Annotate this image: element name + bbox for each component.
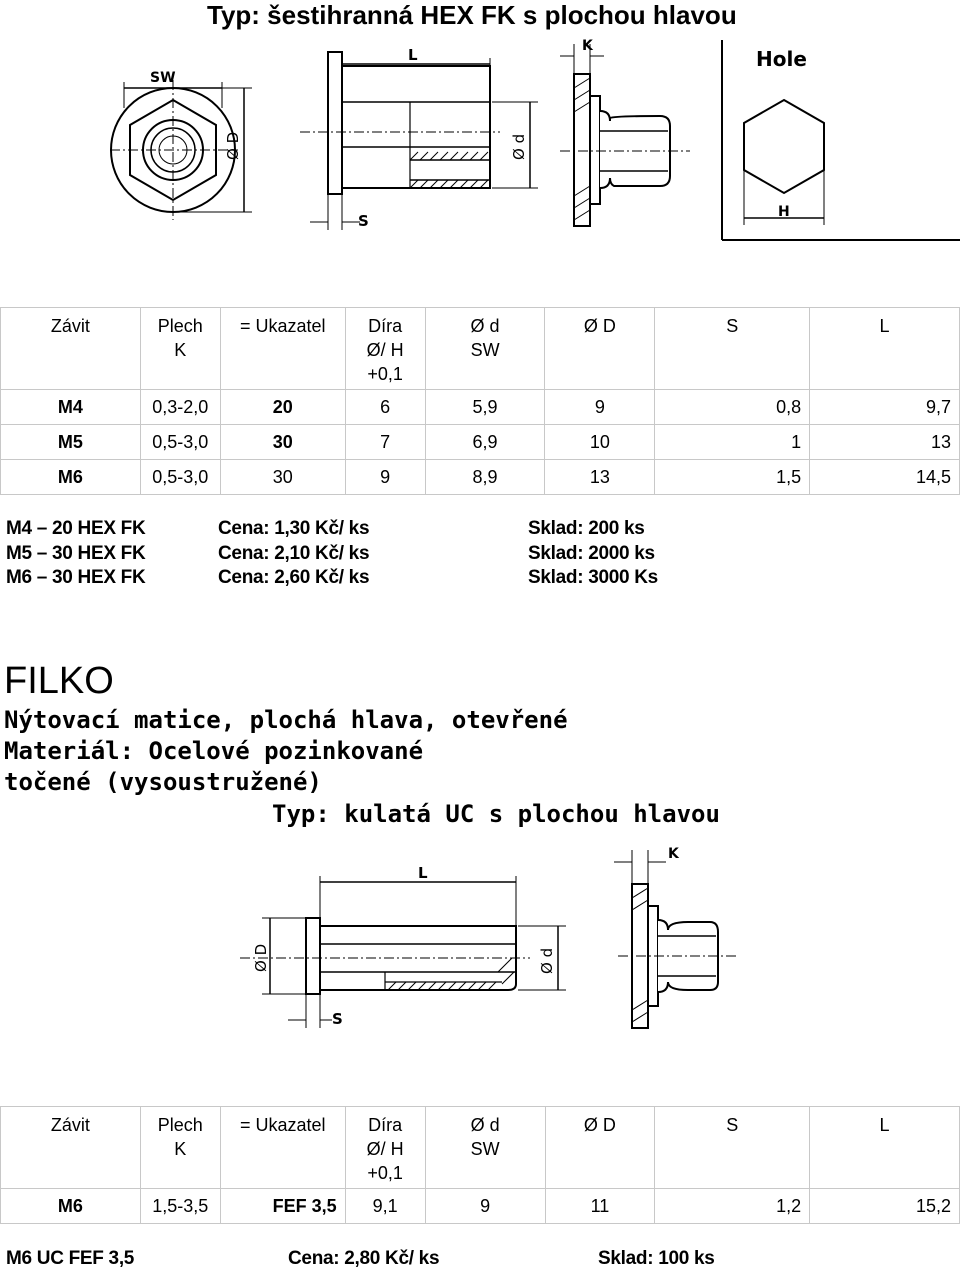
- label-sw: SW: [150, 70, 176, 86]
- label-d-inner: Ø d: [538, 947, 556, 974]
- spec-table-uc: [0, 1106, 960, 1224]
- label-s: S: [358, 212, 369, 230]
- header-sheet: Plech K: [140, 308, 220, 390]
- header-l: L: [810, 1107, 960, 1189]
- hex-nut-installed-view: [560, 36, 700, 236]
- header-indicator: = Ukazatel: [220, 308, 345, 390]
- table-row: M6 0,5-3,0 30 9 8,9 13 1,5 14,5: [1, 460, 960, 495]
- header-s: S: [655, 1107, 810, 1189]
- price-item-price: Cena: 2,60 Kč/ ks: [218, 567, 370, 588]
- spec-table-hex: [0, 307, 960, 495]
- uc-nut-side-section: [240, 860, 570, 1035]
- header-hole: Díra Ø/ H +0,1: [345, 1107, 425, 1189]
- price-item-name: M4 – 20 HEX FK: [6, 518, 146, 539]
- label-d-outer: Ø D: [224, 131, 242, 160]
- header-d-outer: Ø D: [545, 308, 655, 390]
- header-d-outer: Ø D: [545, 1107, 655, 1189]
- hex-nut-front-view: [110, 60, 270, 210]
- label-k: K: [668, 846, 679, 862]
- header-hole: Díra Ø/ H +0,1: [345, 308, 425, 390]
- price-item-stock: Sklad: 2000 ks: [528, 543, 655, 564]
- header-l: L: [810, 308, 960, 390]
- label-k: K: [582, 38, 593, 54]
- price-item-name: M6 – 30 HEX FK: [6, 567, 146, 588]
- price-item-name: M5 – 30 HEX FK: [6, 543, 146, 564]
- header-s: S: [655, 308, 810, 390]
- table-row: M5 0,5-3,0 30 7 6,9 10 1 13: [1, 425, 960, 460]
- label-d-outer: Ø D: [252, 943, 270, 972]
- price-item-stock: Sklad: 100 ks: [598, 1248, 715, 1269]
- header-indicator: = Ukazatel: [220, 1107, 345, 1189]
- description-line: Materiál: Ocelové pozinkované: [4, 737, 424, 765]
- section2-title: Typ: kulatá UC s plochou hlavou: [272, 800, 720, 828]
- label-d-inner: Ø d: [510, 133, 528, 160]
- price-item-price: Cena: 2,80 Kč/ ks: [288, 1248, 440, 1269]
- price-item-price: Cena: 1,30 Kč/ ks: [218, 518, 370, 539]
- header-d-inner: Ø d SW: [425, 1107, 545, 1189]
- section1-title: Typ: šestihranná HEX FK s plochou hlavou: [207, 0, 737, 30]
- label-l: L: [408, 46, 418, 64]
- price-item-stock: Sklad: 200 ks: [528, 518, 645, 539]
- hex-nut-side-section: [300, 42, 540, 242]
- header-thread: Závit: [1, 1107, 141, 1189]
- table-row: M6 1,5-3,5 FEF 3,5 9,1 9 11 1,2 15,2: [1, 1189, 960, 1224]
- header-d-inner: Ø d SW: [425, 308, 545, 390]
- label-h: H: [778, 204, 790, 220]
- hole-diagram: [718, 40, 960, 245]
- price-item-stock: Sklad: 3000 Ks: [528, 567, 658, 588]
- description-line: točené (vysoustružené): [4, 768, 322, 796]
- header-thread: Závit: [1, 308, 141, 390]
- header-sheet: Plech K: [140, 1107, 220, 1189]
- table-header-row: [1, 308, 960, 390]
- label-l: L: [418, 864, 428, 882]
- table-row: M4 0,3-2,0 20 6 5,9 9 0,8 9,7: [1, 390, 960, 425]
- price-item-name: M6 UC FEF 3,5: [6, 1248, 135, 1269]
- label-s: S: [332, 1010, 343, 1028]
- brand-name: FILKO: [4, 660, 114, 702]
- table-header-row: [1, 1107, 960, 1189]
- description-line: Nýtovací matice, plochá hlava, otevřené: [4, 706, 568, 734]
- label-hole: Hole: [756, 47, 807, 71]
- uc-nut-installed-view: [608, 840, 738, 1030]
- price-item-price: Cena: 2,10 Kč/ ks: [218, 543, 370, 564]
